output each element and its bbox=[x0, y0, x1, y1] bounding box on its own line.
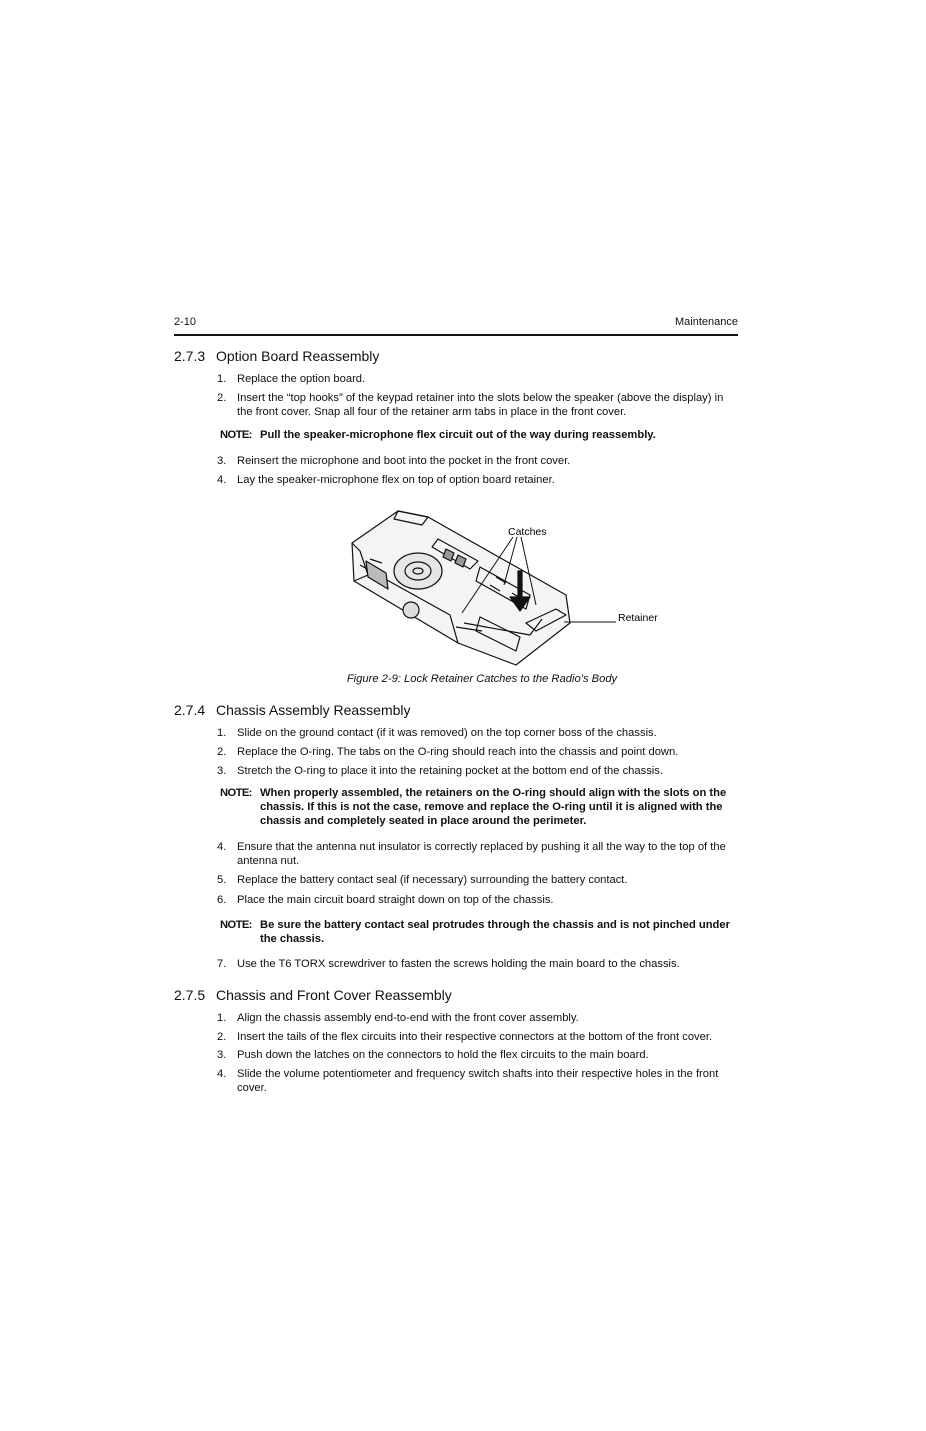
note: NOTE: When properly assembled, the retainers on the O-ring should align with the slots on the chassis. If this is not the case, remove and replace the O-ring until it is aligned with the chassis and completely seated in place around the perimeter. bbox=[220, 787, 727, 827]
list-item: 4. Lay the speaker-microphone flex on top of option board retainer. bbox=[217, 474, 555, 486]
section-heading-2-7-5: 2.7.5 Chassis and Front Cover Reassembly bbox=[174, 987, 452, 1003]
chapter-title: Maintenance bbox=[675, 316, 738, 328]
list-item: 1. Replace the option board. bbox=[217, 373, 366, 385]
radio-chassis-figure bbox=[330, 505, 670, 675]
list-item: 1. Align the chassis assembly end-to-end with the front cover assembly. bbox=[217, 1012, 579, 1024]
list-item: 3. Stretch the O-ring to place it into the retaining pocket at the bottom end of the chassis. bbox=[217, 765, 663, 777]
list-item: 3. Reinsert the microphone and boot into the pocket in the front cover. bbox=[217, 455, 571, 467]
list-item: 7. Use the T6 TORX screwdriver to fasten the screws holding the main board to the chassis. bbox=[217, 958, 680, 970]
list-item: 5. Replace the battery contact seal (if necessary) surrounding the battery contact. bbox=[217, 874, 628, 886]
note: NOTE: Be sure the battery contact seal protrudes through the chassis and is not pinched under the chassis. bbox=[220, 919, 730, 945]
section-heading-2-7-4: 2.7.4 Chassis Assembly Reassembly bbox=[174, 702, 411, 718]
list-item: 4. Ensure that the antenna nut insulator is correctly replaced by pushing it all the way to the top of the antenna nut. bbox=[217, 841, 726, 867]
page-number: 2-10 bbox=[174, 316, 197, 328]
list-item: 2. Replace the O-ring. The tabs on the O-ring should reach into the chassis and point down. bbox=[217, 746, 679, 758]
list-item: 2. Insert the “top hooks” of the keypad retainer into the slots below the speaker (above the display) in the front cover. Snap all four of the retainer arm tabs in place in the front cover. bbox=[217, 392, 724, 418]
list-item: 4. Slide the volume potentiometer and frequency switch shafts into their respective holes in the front cover. bbox=[217, 1068, 719, 1094]
list-item: 6. Place the main circuit board straight down on top of the chassis. bbox=[217, 894, 554, 906]
callout-retainer: Retainer bbox=[618, 612, 658, 624]
list-item: 1. Slide on the ground contact (if it was removed) on the top corner boss of the chassis. bbox=[217, 727, 657, 739]
figure-caption: Figure 2-9: Lock Retainer Catches to the Radio’s Body bbox=[346, 673, 618, 685]
callout-catches: Catches bbox=[508, 526, 547, 538]
section-heading-2-7-3: 2.7.3 Option Board Reassembly bbox=[174, 348, 380, 364]
list-item: 3. Push down the latches on the connectors to hold the flex circuits to the main board. bbox=[217, 1049, 649, 1061]
page-header bbox=[174, 316, 738, 336]
list-item: 2. Insert the tails of the flex circuits into their respective connectors at the bottom of the front cover. bbox=[217, 1031, 713, 1043]
note: NOTE: Pull the speaker-microphone flex circuit out of the way during reassembly. bbox=[220, 429, 656, 441]
